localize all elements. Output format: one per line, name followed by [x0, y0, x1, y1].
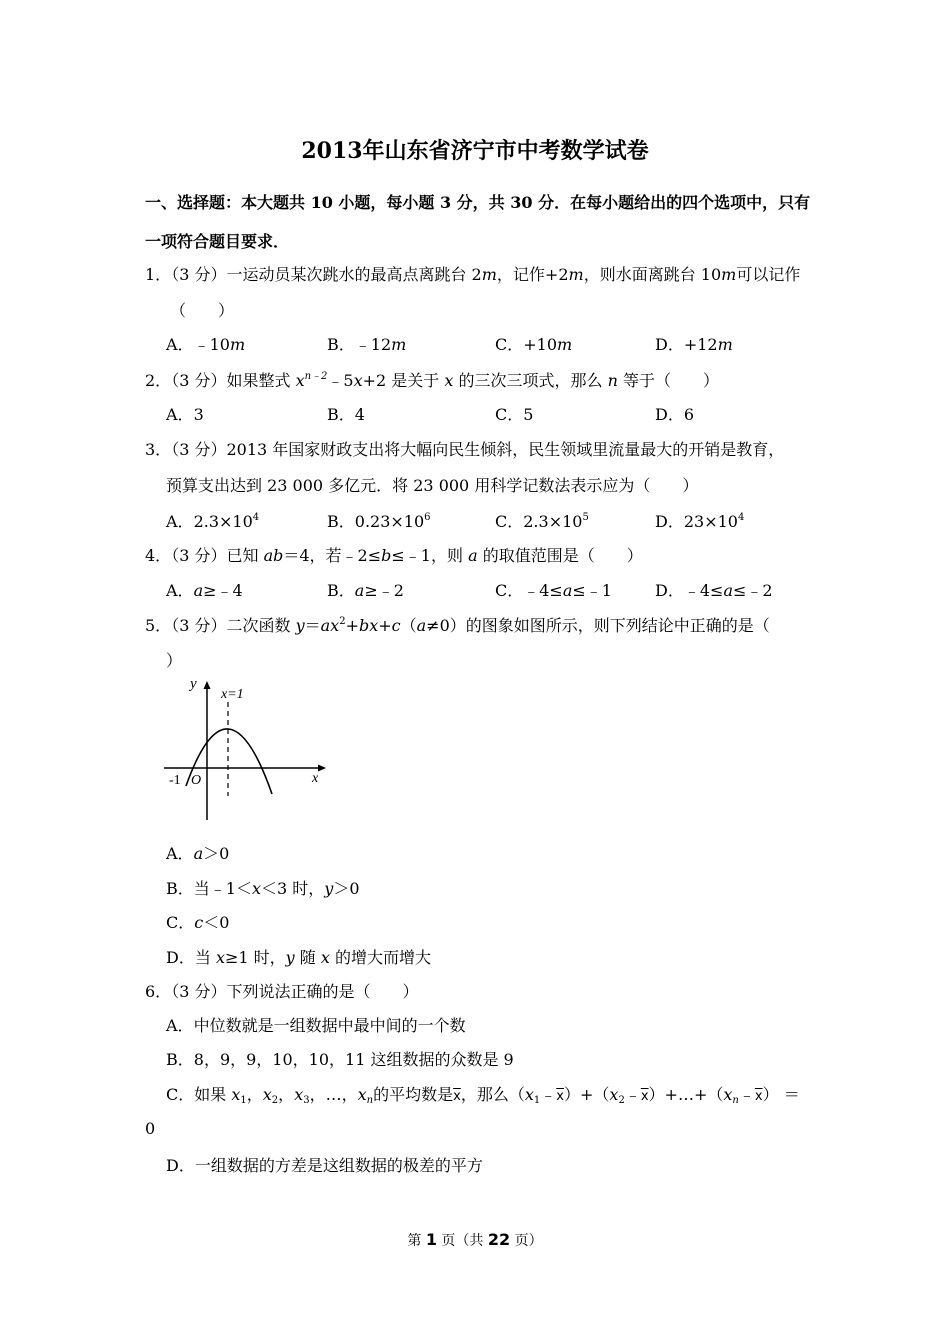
option-value: 2.3×10: [193, 512, 253, 531]
option-value: ﹣10: [193, 335, 230, 354]
var-x: x: [215, 948, 225, 967]
option-text: +…+（: [664, 1085, 724, 1104]
option-label: B．: [166, 879, 194, 898]
term-ax: ax: [320, 616, 340, 635]
q2-option-d[interactable]: [655, 402, 694, 425]
q2-option-c[interactable]: [495, 402, 533, 425]
option-label: D．: [655, 581, 684, 600]
x-bar-mean: $\overline{x}$: [754, 1089, 763, 1104]
option-value: ﹣12: [354, 335, 392, 354]
neg-one-label: -1: [169, 773, 181, 788]
q4-option-a[interactable]: [166, 578, 243, 601]
option-text: 随: [294, 948, 321, 967]
question-score: （3 分）: [171, 616, 227, 635]
question-text: 二次函数: [226, 616, 296, 635]
option-var: m: [557, 335, 573, 354]
question-score: （3 分）: [171, 371, 227, 390]
exponent: 6: [424, 512, 431, 523]
option-label: C．: [166, 1085, 195, 1104]
question-text: ，记作+2: [496, 265, 569, 284]
question-text: 已知: [226, 546, 264, 565]
option-label: B．: [327, 581, 355, 600]
minus-sign: ﹣: [624, 1085, 641, 1104]
footer-text: 页（共: [436, 1233, 488, 1249]
q2-option-a[interactable]: [166, 402, 204, 425]
var-b: b: [381, 546, 392, 565]
q3-option-d[interactable]: [655, 509, 744, 532]
x-bar-mean: $\overline{x}$: [556, 1089, 564, 1104]
q1-option-a[interactable]: [166, 332, 245, 355]
option-text: ≤﹣1: [572, 581, 612, 600]
term-c: c: [391, 616, 401, 635]
option-var: a: [723, 581, 733, 600]
option-text: ＞0: [333, 879, 360, 898]
option-label: B．: [327, 512, 355, 531]
question-3: [145, 437, 784, 460]
option-label: B．: [166, 1050, 194, 1069]
x-bar-mean: $\overline{x}$: [640, 1089, 649, 1104]
option-value: +12: [683, 335, 718, 354]
subscript: 1: [533, 1095, 541, 1106]
question-text: 的取值范围是（ ）: [477, 546, 643, 565]
question-5-line2: ）: [166, 651, 183, 670]
question-text: +2 是关于: [362, 371, 445, 390]
option-var: m: [229, 335, 246, 354]
question-number: 1．: [145, 265, 172, 284]
option-value: 5: [523, 405, 534, 424]
option-text: ≥﹣2: [364, 581, 404, 600]
option-label: C．: [495, 405, 524, 424]
option-value: +10: [523, 335, 558, 354]
question-score: （3 分）: [171, 546, 227, 565]
var-x: x: [353, 371, 363, 390]
subscript: n: [366, 1095, 374, 1106]
subscript: 2: [618, 1095, 625, 1106]
q6-option-c-line2: 0: [145, 1119, 156, 1138]
total-pages: 22: [487, 1230, 511, 1249]
question-text: ﹣5: [327, 371, 354, 390]
option-text: 当: [194, 948, 216, 967]
q6-option-d[interactable]: [166, 1153, 483, 1176]
question-2: [145, 368, 719, 391]
var-x: x: [231, 1085, 241, 1104]
plus-sign: +: [345, 616, 359, 635]
option-text: ﹣4≤: [683, 581, 724, 600]
option-label: C．: [495, 335, 524, 354]
var-x: x: [524, 1085, 534, 1104]
paren: ）: [762, 1085, 779, 1104]
var-a: a: [416, 616, 427, 635]
var-x: x: [723, 1085, 733, 1104]
q5-option-a[interactable]: [166, 841, 229, 864]
question-text: ≠0）的图象如图所示，则下列结论中正确的是（: [426, 616, 770, 635]
paren: ）: [648, 1085, 665, 1104]
question-4: [145, 543, 643, 566]
question-text: ，则水面离跳台 10: [583, 265, 722, 284]
var-x: x: [262, 1085, 272, 1104]
var-x: x: [251, 879, 261, 898]
question-text: ＝4，若﹣2≤: [283, 546, 382, 565]
option-text: ＜0: [203, 913, 230, 932]
footer-text: 页）: [510, 1233, 543, 1249]
comma: ，: [278, 1085, 295, 1104]
var-x: x: [295, 371, 305, 390]
option-text: ＜3 时，: [260, 879, 325, 898]
x-axis-arrow: [318, 765, 326, 772]
option-label: C．: [495, 581, 524, 600]
minus-sign: ﹣: [540, 1085, 557, 1104]
origin-label: O: [191, 773, 202, 788]
var-x: x: [609, 1085, 619, 1104]
subscript: n: [732, 1095, 739, 1106]
exponent: 5: [582, 512, 589, 523]
question-text: 如果整式: [226, 371, 296, 390]
minus-sign: ﹣: [738, 1085, 755, 1104]
exponent: n﹣2: [304, 371, 328, 382]
q4-option-b[interactable]: [327, 578, 404, 601]
exponent: 4: [737, 512, 745, 523]
option-text: ，那么（: [460, 1085, 525, 1104]
var-x: x: [444, 371, 454, 390]
page-footer: [0, 1230, 950, 1250]
option-var: a: [354, 581, 365, 600]
question-5: [145, 613, 770, 636]
option-var: c: [194, 913, 204, 932]
option-var: a: [562, 581, 573, 600]
question-1-paren: （ ）: [170, 301, 235, 320]
option-label: C．: [495, 512, 524, 531]
y-axis-arrow: [204, 681, 211, 689]
question-text: 的三次三项式，那么: [453, 371, 608, 390]
q6-option-c[interactable]: [166, 1082, 800, 1105]
q4-option-c[interactable]: [495, 578, 612, 601]
option-label: A．: [166, 1016, 194, 1035]
page-number: 1: [425, 1230, 437, 1249]
option-label: D．: [655, 512, 684, 531]
subscript: 2: [271, 1095, 279, 1106]
q1-option-d[interactable]: [655, 332, 733, 355]
q2-option-b[interactable]: [327, 402, 365, 425]
q3-option-a[interactable]: [166, 509, 259, 532]
comma: ，: [309, 1085, 326, 1104]
section-heading-line2: 一项符合题目要求．: [145, 232, 290, 251]
var-m: m: [481, 265, 497, 284]
option-value: 6: [683, 405, 695, 424]
option-var: a: [193, 844, 204, 863]
option-text: ＞0: [203, 844, 230, 863]
option-label: D．: [166, 948, 195, 967]
option-var: m: [391, 335, 407, 354]
option-var: m: [717, 335, 733, 354]
paren: ）: [563, 1085, 580, 1104]
option-label: A．: [166, 335, 194, 354]
question-number: 4．: [145, 546, 172, 565]
option-label: B．: [327, 405, 355, 424]
x-bar-mean: $\overline{x}$: [453, 1089, 461, 1104]
q5-option-c[interactable]: [166, 910, 229, 933]
question-number: 2．: [145, 371, 172, 390]
option-label: D．: [655, 405, 684, 424]
question-text: 2013 年国家财政支出将大幅向民生倾斜，民生领域里流量最大的开销是教育，: [226, 440, 785, 459]
option-text: +（: [579, 1085, 610, 1104]
paren: （: [400, 616, 417, 635]
option-label: D．: [166, 1156, 195, 1175]
q4-option-d[interactable]: [655, 578, 773, 601]
option-value: 2.3×10: [523, 512, 583, 531]
q1-option-b[interactable]: [327, 332, 406, 355]
option-text: 当﹣1＜: [193, 879, 252, 898]
question-number: 3．: [145, 440, 172, 459]
option-label: A．: [166, 581, 194, 600]
question-6: [145, 979, 418, 1002]
page-title: 2013年山东省济宁市中考数学试卷: [301, 138, 649, 164]
x-axis-label: x: [312, 771, 319, 786]
option-value: 4: [354, 405, 365, 424]
question-text: ≤﹣1，则: [391, 546, 469, 565]
var-y: y: [295, 616, 305, 635]
question-text: 一运动员某次跳水的最高点离跳台 2: [226, 265, 482, 284]
var-n: n: [607, 371, 618, 390]
plus-sign: +: [378, 616, 392, 635]
q5-option-d[interactable]: [166, 945, 431, 968]
question-number: 6．: [145, 982, 172, 1001]
var-ab: ab: [263, 546, 284, 565]
option-label: C．: [166, 913, 195, 932]
question-score: （3 分）: [171, 265, 227, 284]
question-text: 可以记作: [736, 265, 801, 284]
equals-sign: ＝: [304, 616, 321, 635]
var-m: m: [568, 265, 584, 284]
section-heading-line1: 一、选择题：本大题共 10 小题，每小题 3 分，共 30 分．在每小题给出的四个选项中，只有: [145, 193, 811, 212]
question-1: [145, 262, 800, 285]
option-text: 中位数就是一组数据中最中间的一个数: [193, 1016, 466, 1035]
option-label: A．: [166, 405, 194, 424]
question-number: 5．: [145, 616, 172, 635]
question-text: 下列说法正确的是（ ）: [226, 982, 419, 1001]
q6-option-b[interactable]: [166, 1047, 514, 1070]
var-m: m: [721, 265, 737, 284]
parabola-figure: [160, 672, 332, 824]
q6-option-a[interactable]: [166, 1013, 466, 1036]
option-var: a: [193, 581, 204, 600]
q1-option-c[interactable]: [495, 332, 572, 355]
exponent: 4: [252, 512, 260, 523]
y-axis-label: y: [190, 676, 197, 692]
question-3-line2: 预算支出达到 23 000 多亿元．将 23 000 用科学记数法表示应为（ ）: [166, 476, 699, 495]
option-label: D．: [655, 335, 684, 354]
var-y: y: [285, 948, 295, 967]
question-text: 等于（ ）: [617, 371, 720, 390]
option-text: 的增大而增大: [329, 948, 432, 967]
var-y: y: [324, 879, 334, 898]
option-text: 8，9，9，10，10，11 这组数据的众数是 9: [193, 1050, 514, 1069]
question-score: （3 分）: [171, 982, 227, 1001]
q3-option-b[interactable]: [327, 509, 431, 532]
option-text: 如果: [194, 1085, 232, 1104]
option-text: ≤﹣2: [732, 581, 773, 600]
subscript: 1: [240, 1095, 247, 1106]
option-label: B．: [327, 335, 355, 354]
option-value: 23×10: [683, 512, 738, 531]
var-a: a: [468, 546, 478, 565]
option-text: ﹣4≤: [523, 581, 563, 600]
option-label: A．: [166, 512, 194, 531]
question-score: （3 分）: [171, 440, 227, 459]
var-x: x: [320, 948, 330, 967]
option-text: ≥1 时，: [224, 948, 286, 967]
q5-option-b[interactable]: [166, 876, 360, 899]
option-value: 3: [193, 405, 204, 424]
var-x: x: [357, 1085, 367, 1104]
var-x: x: [294, 1085, 304, 1104]
option-text: 的平均数是: [373, 1085, 454, 1104]
footer-text: 第: [407, 1233, 426, 1249]
equals-sign: ＝: [783, 1085, 800, 1104]
q3-option-c[interactable]: [495, 509, 589, 532]
subscript: 3: [303, 1095, 310, 1106]
ellipsis: …，: [325, 1085, 358, 1104]
option-value: 0.23×10: [354, 512, 425, 531]
exponent: 2: [339, 616, 346, 627]
symmetry-axis-label: x=1: [221, 687, 244, 702]
option-text: 一组数据的方差是这组数据的极差的平方: [194, 1156, 483, 1175]
option-label: A．: [166, 844, 194, 863]
term-bx: bx: [358, 616, 379, 635]
option-text: ≥﹣4: [203, 581, 243, 600]
comma: ，: [246, 1085, 263, 1104]
